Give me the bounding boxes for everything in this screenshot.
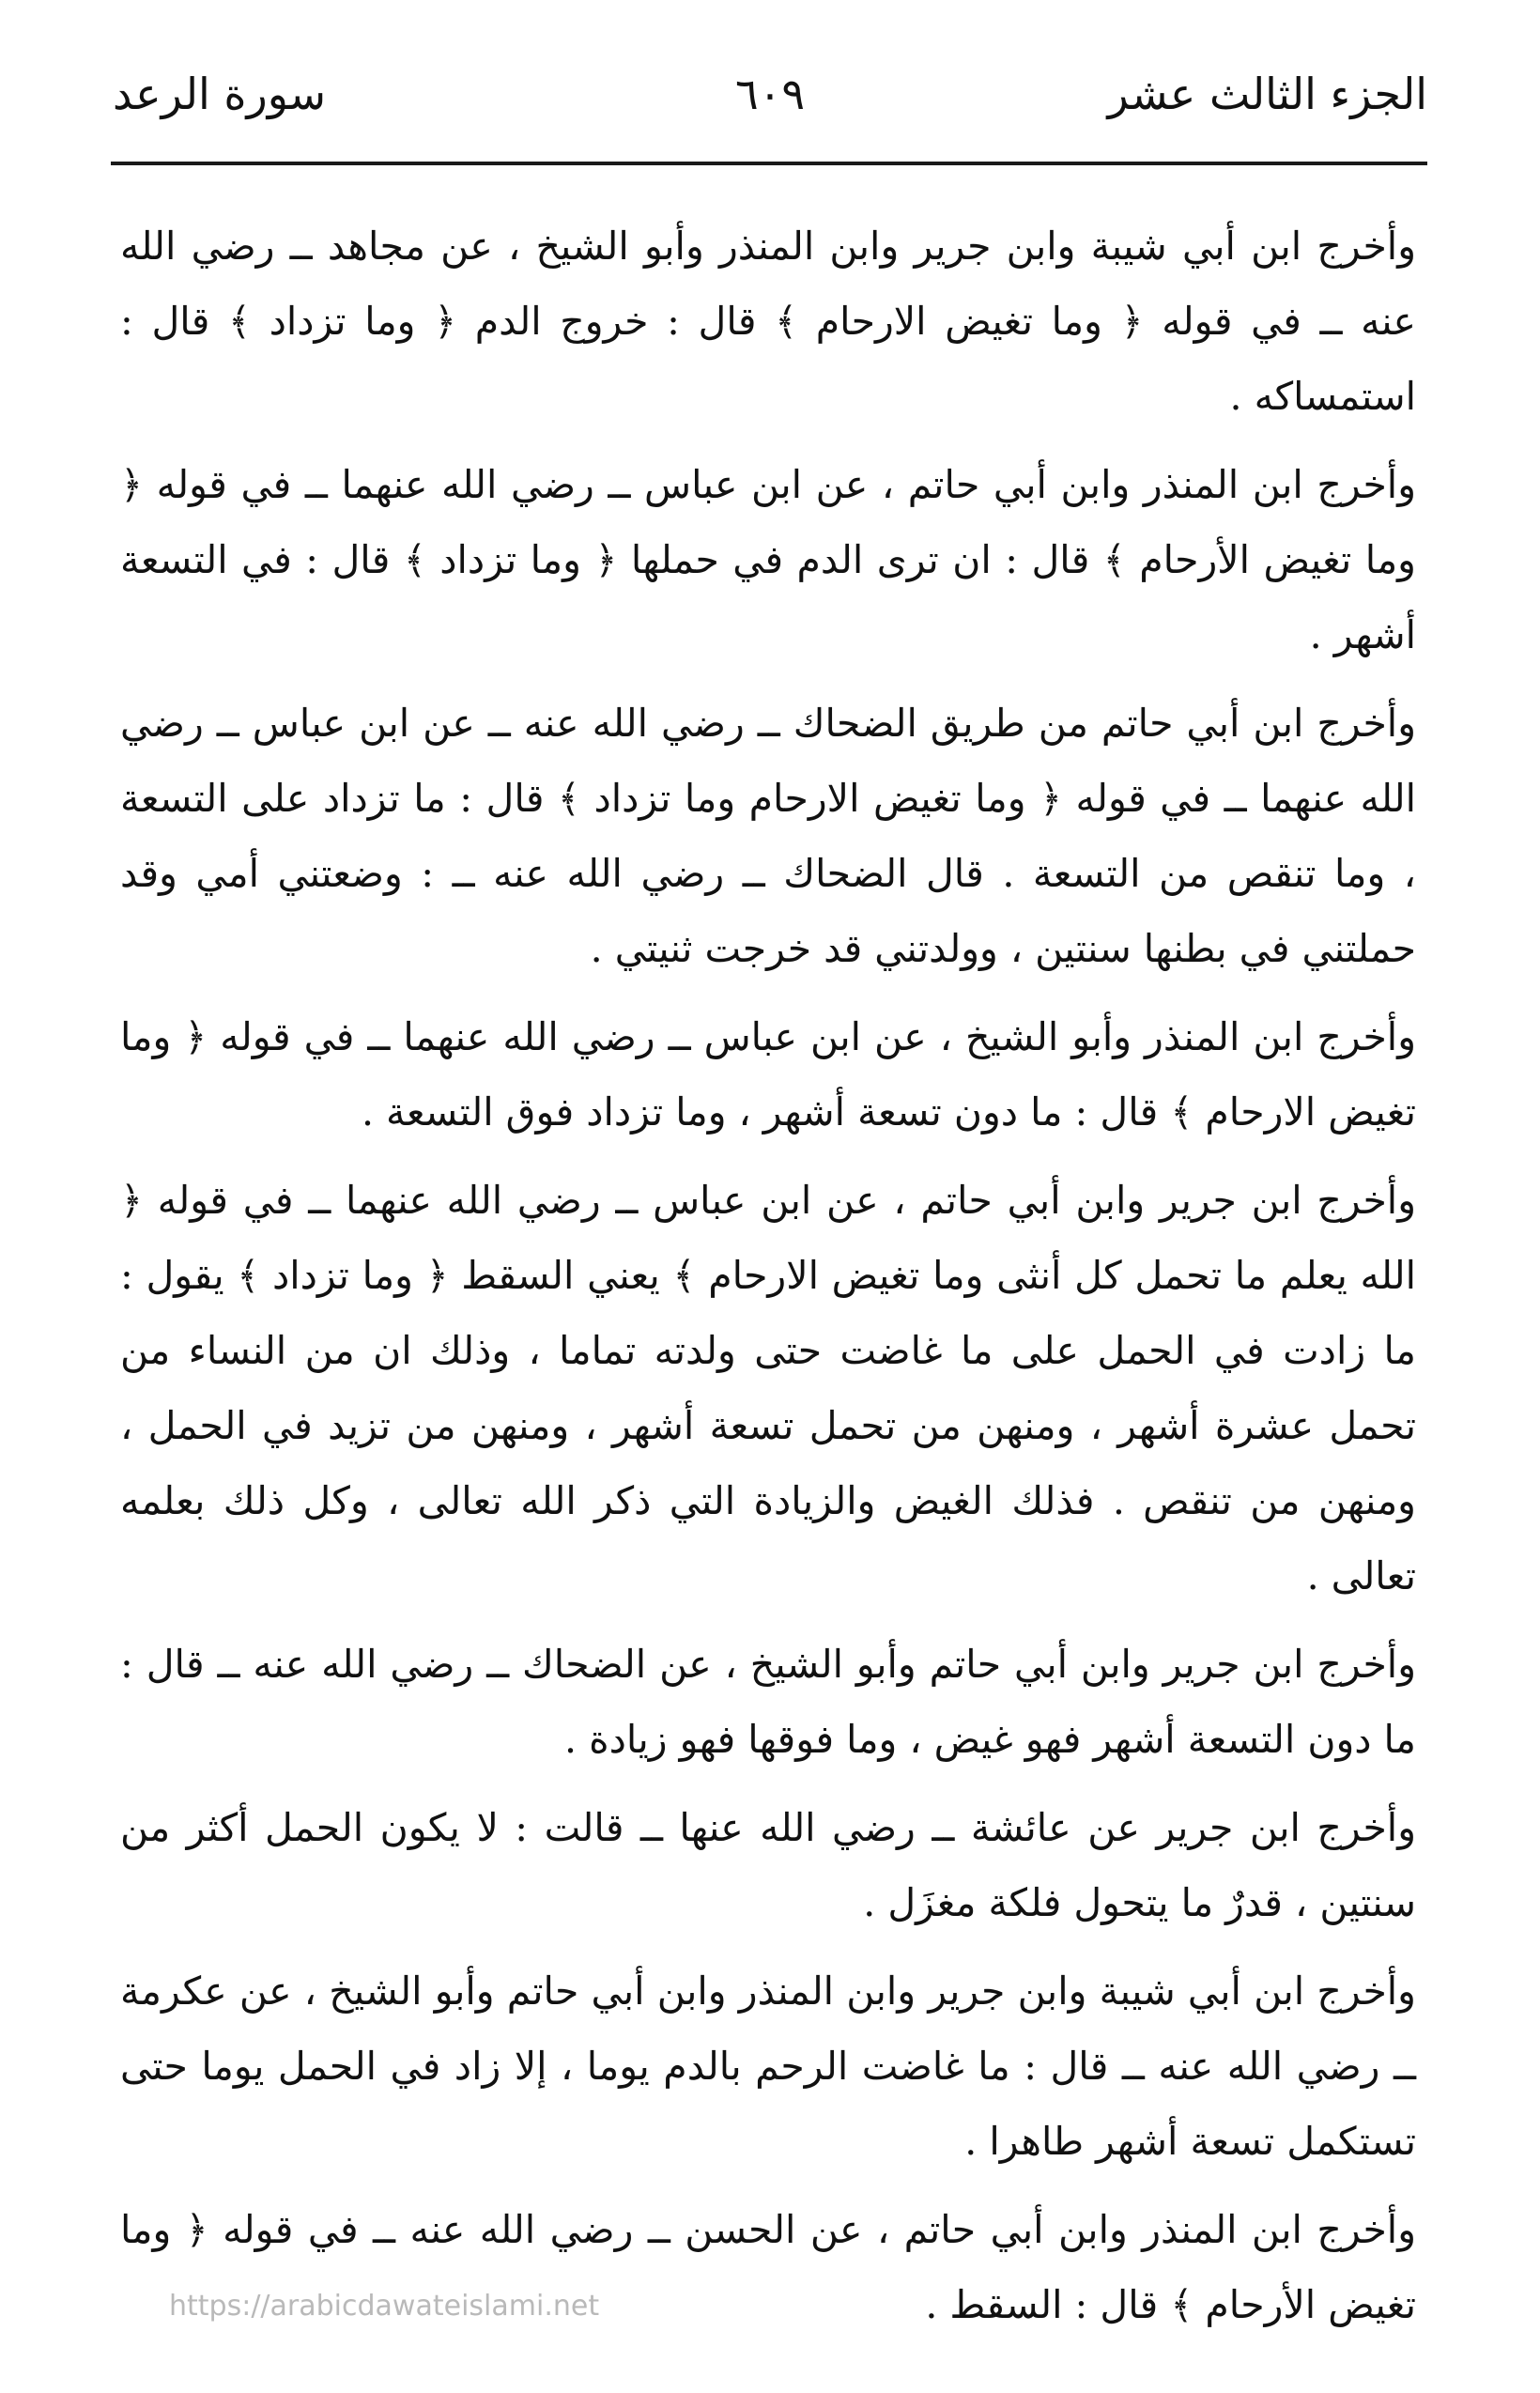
paragraph: وأخرج ابن المنذر وابن أبي حاتم ، عن الحسن ــ رضي الله عنه ــ في قوله ﴿ وما تغيض الأرحام ﴾ قال : السقط . [120, 2207, 1416, 2327]
paragraph: وأخرج ابن أبي شيبة وابن جرير وابن المنذر وابن أبي حاتم وأبو الشيخ ، عن عكرمة ــ رضي الله عنه ــ قال : ما غاضت الرحم بالدم يوما ، إلا زاد في الحمل يوما حتى تستكمل تسعة أشهر طاهرا . [120, 1968, 1416, 2164]
page-header [113, 66, 1427, 141]
paragraph: وأخرج ابن جرير عن عائشة ــ رضي الله عنها ــ قالت : لا يكون الحمل أكثر من سنتين ، قدرٌ ما يتحول فلكة مغزَل . [120, 1805, 1416, 1925]
part-label: الجزء الثالث عشر [1107, 69, 1427, 119]
header-rule [111, 162, 1427, 165]
paragraph: وأخرج ابن أبي شيبة وابن جرير وابن المنذر وأبو الشيخ ، عن مجاهد ــ رضي الله عنه ــ في قوله ﴿ وما تغيض الارحام ﴾ قال : خروج الدم ﴿ وما تزداد ﴾ قال : استمساكه . [120, 224, 1416, 419]
paragraph: وأخرج ابن جرير وابن أبي حاتم وأبو الشيخ ، عن الضحاك ــ رضي الله عنه ــ قال : ما دون التسعة أشهر فهو غيض ، وما فوقها فهو زيادة . [120, 1642, 1416, 1762]
page-body [120, 208, 1416, 2355]
watermark-text: https://arabicdawateislami.net [169, 2290, 600, 2323]
paragraph: وأخرج ابن أبي حاتم من طريق الضحاك ــ رضي الله عنه ــ عن ابن عباس ــ رضي الله عنهما ــ في قوله ﴿ وما تغيض الارحام وما تزداد ﴾ قال : ما تزداد على التسعة ، وما تنقص من التسعة . قال الضحاك ــ رضي الله عنه ــ : وضعتني أمي وقد حملتني في بطنها سنتين ، وولدتني قد خرجت ثنيتي . [120, 701, 1416, 971]
paragraph: وأخرج ابن المنذر وابن أبي حاتم ، عن ابن عباس ــ رضي الله عنهما ــ في قوله ﴿ وما تغيض الأرحام ﴾ قال : ان ترى الدم في حملها ﴿ وما تزداد ﴾ قال : في التسعة أشهر . [120, 462, 1416, 657]
paragraph: وأخرج ابن جرير وابن أبي حاتم ، عن ابن عباس ــ رضي الله عنهما ــ في قوله ﴿ الله يعلم ما تحمل كل أنثى وما تغيض الارحام ﴾ يعني السقط ﴿ وما تزداد ﴾ يقول : ما زادت في الحمل على ما غاضت حتى ولدته تماما ، وذلك ان من النساء من تحمل عشرة أشهر ، ومنهن من تحمل تسعة أشهر ، ومنهن من تزيد في الحمل ، ومنهن من تنقص . فذلك الغيض والزيادة التي ذكر الله تعالى ، وكل ذلك بعلمه تعالى . [120, 1178, 1416, 1598]
surah-title: سورة الرعد [113, 69, 327, 119]
page-number: ٦٠٩ [734, 69, 806, 119]
paragraph: وأخرج ابن المنذر وأبو الشيخ ، عن ابن عباس ــ رضي الله عنهما ــ في قوله ﴿ وما تغيض الارحام ﴾ قال : ما دون تسعة أشهر ، وما تزداد فوق التسعة . [120, 1014, 1416, 1135]
